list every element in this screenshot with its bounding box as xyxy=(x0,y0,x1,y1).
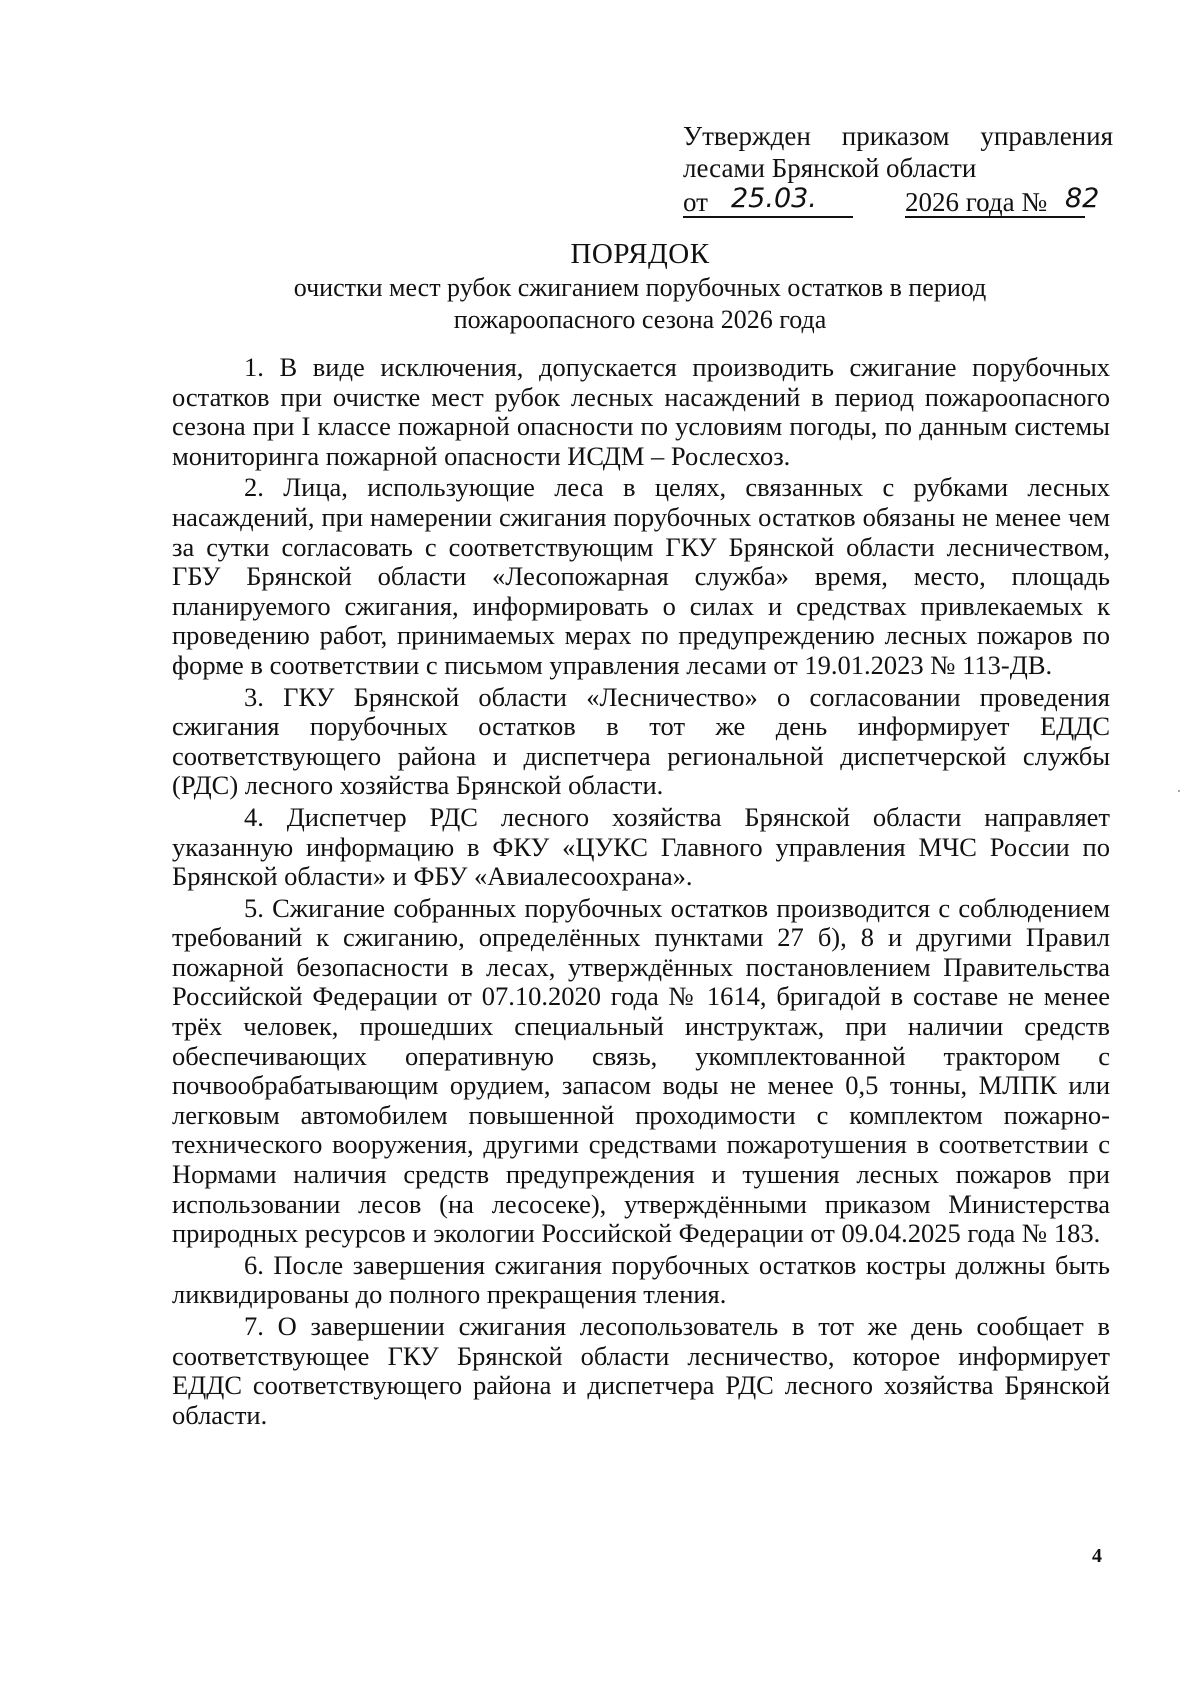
body-text xyxy=(172,353,1110,1432)
paragraph-3: 3. ГКУ Брянской области «Лесничество» о согласовании проведения сжигания порубочных остатков в тот же день информирует ЕДДС соответствующего района и диспетчера региональной диспетчерской службы (РДС) лесного хозяйства Брянской области. xyxy=(172,681,1110,801)
paragraph-7: 7. О завершении сжигания лесопользователь в тот же день сообщает в соответствующее ГКУ Брянской области лесничество, которое информирует ЕДДС соответствующего района и диспетчера РДС лесного хозяйства Брянской области. xyxy=(172,1311,1110,1430)
approval-block xyxy=(683,120,1113,220)
document-subtitle xyxy=(220,272,1060,336)
number-handwritten: 82 xyxy=(1065,183,1100,214)
approval-line-1: Утвержден приказом управления xyxy=(683,121,1113,151)
subtitle-line-2: пожароопасного сезона 2026 года xyxy=(453,305,827,334)
paragraph-4: 4. Диспетчер РДС лесного хозяйства Брянской области направляет указанную информацию в ФКУ «ЦУКС Главного управления МЧС России по Брянской области» и ФБУ «Авиалесоохрана». xyxy=(172,801,1110,892)
date-handwritten: 25.03. xyxy=(731,183,817,214)
date-prefix: от xyxy=(683,187,708,217)
document-title: ПОРЯДОК xyxy=(570,238,710,270)
page-number: 4 xyxy=(1092,1545,1102,1567)
approval-line-2: лесами Брянской области xyxy=(683,153,977,183)
scan-speck xyxy=(1178,790,1180,792)
paragraph-1: 1. В виде исключения, допускается производить сжигание порубочных остатков при очистке мест рубок лесных насаждений в период пожароопасного сезона при I классе пожарной опасности по условиям погоды, по данным системы мониторинга пожарной опасности ИСДМ – Рослесхоз. xyxy=(172,352,1110,471)
year-text: 2026 года № xyxy=(905,187,1048,217)
subtitle-line-1: очистки мест рубок сжиганием порубочных остатков в период xyxy=(293,273,987,302)
approval-date-line xyxy=(683,183,1113,220)
paragraph-6: 6. После завершения сжигания порубочных остатков костры должны быть ликвидированы до полного прекращения тления. xyxy=(172,1249,1110,1310)
paragraph-2: 2. Лица, использующие леса в целях, связанных с рубками лесных насаждений, при намерении сжигания порубочных остатков обязаны не менее чем за сутки согласовать с соответствующим ГКУ Брянской области лесничеством, ГБУ Брянской области «Лесопожарная служба» время, место, площадь планируемого сжигания, информировать о силах и средствах привлекаемых к проведению работ, принимаемых мерах по предупреждению лесных пожаров по форме в соответствии с письмом управления лесами от 19.01.2023 № 113-ДВ. xyxy=(172,472,1110,680)
paragraph-5: 5. Сжигание собранных порубочных остатков производится с соблюдением требований к сжиганию, определённых пунктами 27 б), 8 и другими Правил пожарной безопасности в лесах, утверждённых постановлением Правительства Российской Федерации от 07.10.2020 года № 1614, бригадой в составе не менее трёх человек, прошедших специальный инструктаж, при наличии средств обеспечивающих оперативную связь, укомплектованной трактором с почвообрабатывающим орудием, запасом воды не менее 0,5 тонны, МЛПК или легковым автомобилем повышенной проходимости с комплектом пожарно-технического вооружения, другими средствами пожаротушения в соответствии с Нормами наличия средств предупреждения и тушения лесных пожаров при использовании лесов (на лесосеке), утверждёнными приказом Министерства природных ресурсов и экологии Российской Федерации от 09.04.2025 года № 183. xyxy=(172,892,1110,1249)
